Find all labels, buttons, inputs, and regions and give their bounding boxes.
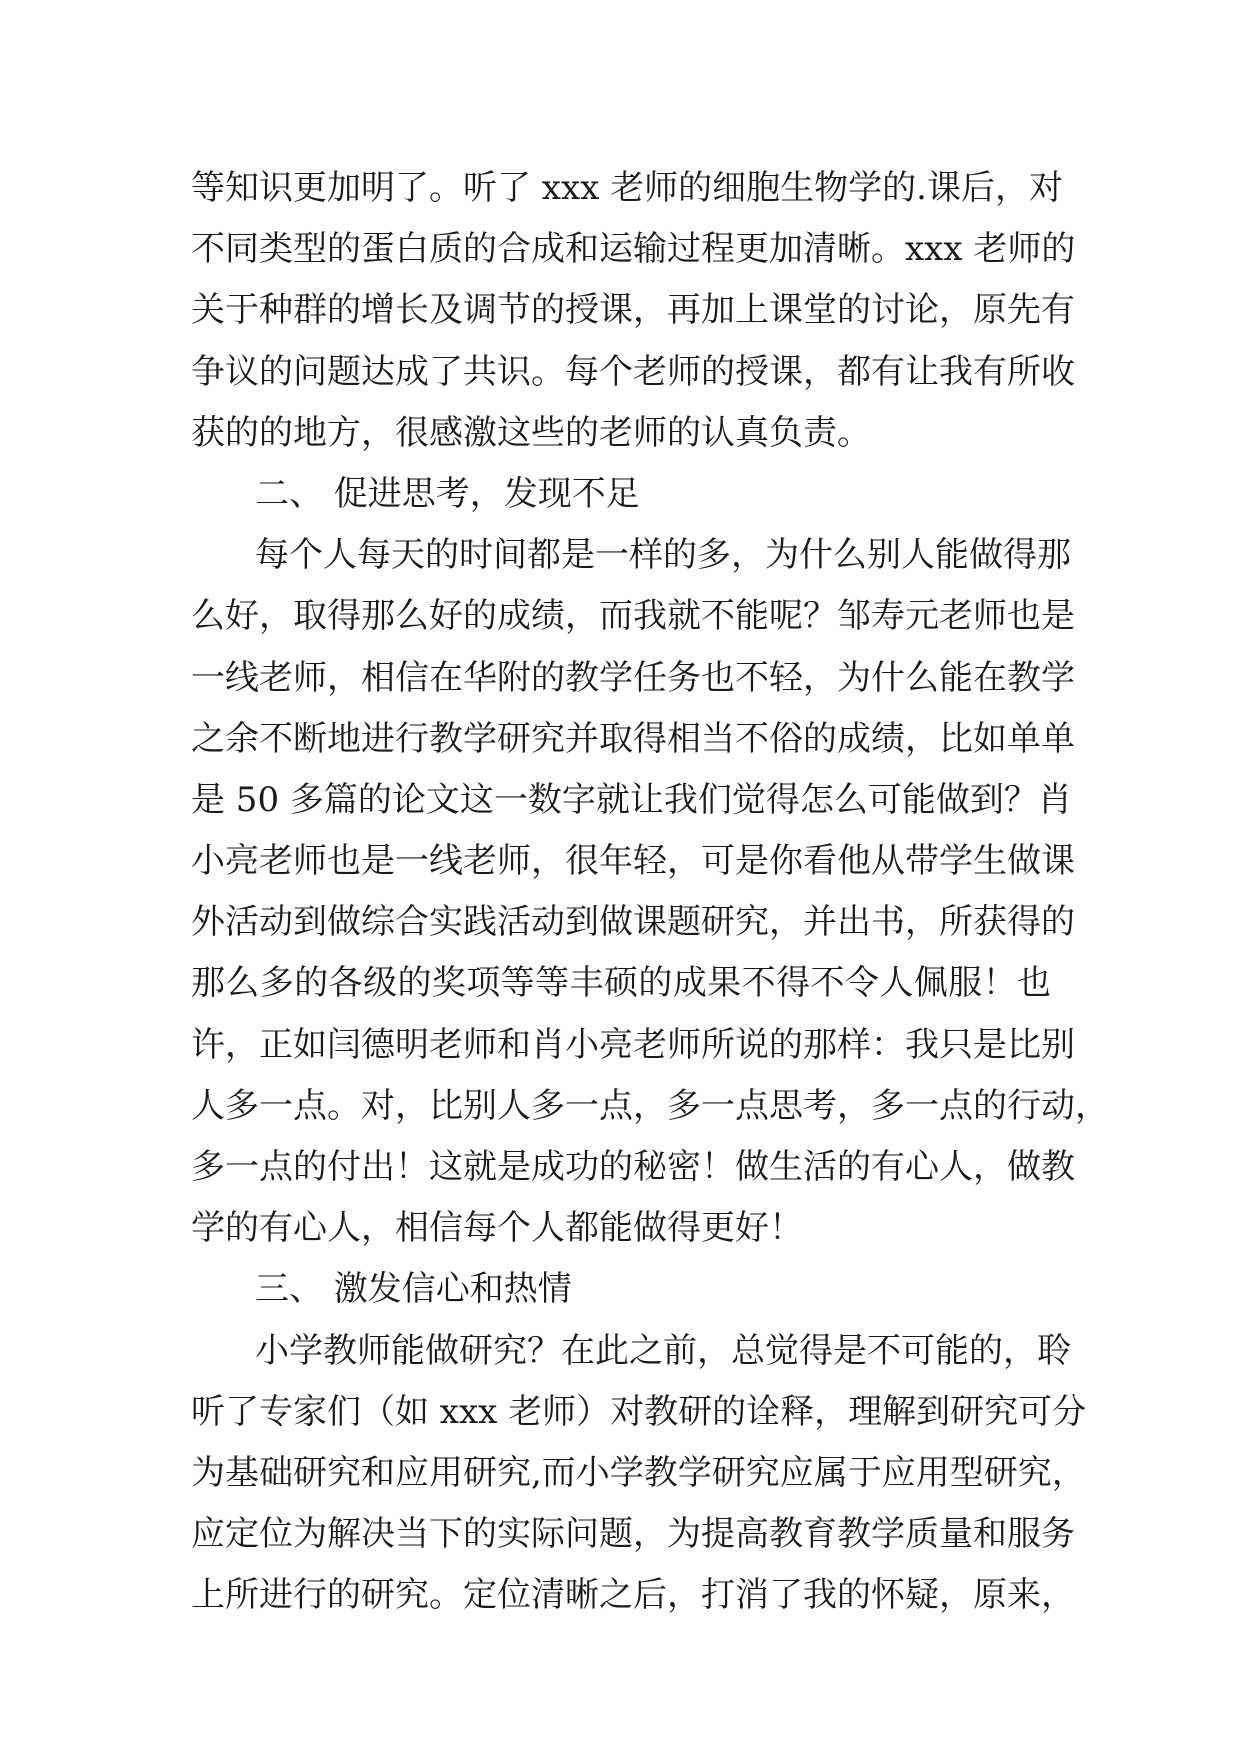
text-line: 那么多的各级的奖项等等丰硕的成果不得不令人佩服！也 bbox=[191, 963, 1051, 1004]
text-line: 小亮老师也是一线老师，很年轻，可是你看他从带学生做课 bbox=[191, 841, 1075, 882]
text-line: 等知识更加明了。听了 xxx 老师的细胞生物学的.课后，对 bbox=[191, 168, 1063, 208]
section-heading-3: 三、 激发信心和热情 bbox=[255, 1269, 572, 1310]
text-line: 许，正如闫德明老师和肖小亮老师所说的那样：我只是比别 bbox=[191, 1024, 1075, 1065]
document-body bbox=[191, 158, 1109, 1627]
text-line: 获的的地方，很感激这些的老师的认真负责。 bbox=[191, 412, 871, 453]
text-line: 不同类型的蛋白质的合成和运输过程更加清晰。xxx 老师的 bbox=[191, 229, 1076, 270]
text-line: 是 50 多篇的论文这一数字就让我们觉得怎么可能做到？肖 bbox=[191, 779, 1072, 820]
text-line: 人多一点。对，比别人多一点，多一点思考，多一点的行动， bbox=[191, 1085, 1109, 1126]
text-line: 应定位为解决当下的实际问题，为提高教育教学质量和服务 bbox=[191, 1514, 1075, 1555]
text-line: 每个人每天的时间都是一样的多，为什么别人能做得那 bbox=[255, 535, 1071, 576]
section-heading-2: 二、 促进思考，发现不足 bbox=[255, 473, 640, 514]
text-line: 一线老师，相信在华附的教学任务也不轻，为什么能在教学 bbox=[191, 657, 1075, 698]
text-line: 关于种群的增长及调节的授课，再加上课堂的讨论，原先有 bbox=[191, 290, 1075, 331]
text-line: 么好，取得那么好的成绩，而我就不能呢？邹寿元老师也是 bbox=[191, 596, 1075, 637]
text-line: 小学教师能做研究？在此之前，总觉得是不可能的，聆 bbox=[255, 1330, 1071, 1371]
text-line: 多一点的付出！这就是成功的秘密！做生活的有心人，做教 bbox=[191, 1147, 1075, 1187]
text-line: 为基础研究和应用研究,而小学教学研究应属于应用型研究， bbox=[191, 1452, 1086, 1493]
text-line: 争议的问题达成了共识。每个老师的授课，都有让我有所收 bbox=[191, 351, 1075, 392]
text-line: 外活动到做综合实践活动到做课题研究，并出书，所获得的 bbox=[191, 902, 1075, 943]
text-line: 上所进行的研究。定位清晰之后，打消了我的怀疑，原来， bbox=[191, 1575, 1075, 1616]
text-line: 听了专家们（如 xxx 老师）对教研的诠释，理解到研究可分 bbox=[191, 1391, 1087, 1432]
text-line: 学的有心人，相信每个人都能做得更好！ bbox=[191, 1208, 803, 1249]
text-line: 之余不断地进行教学研究并取得相当不俗的成绩，比如单单 bbox=[191, 718, 1075, 759]
